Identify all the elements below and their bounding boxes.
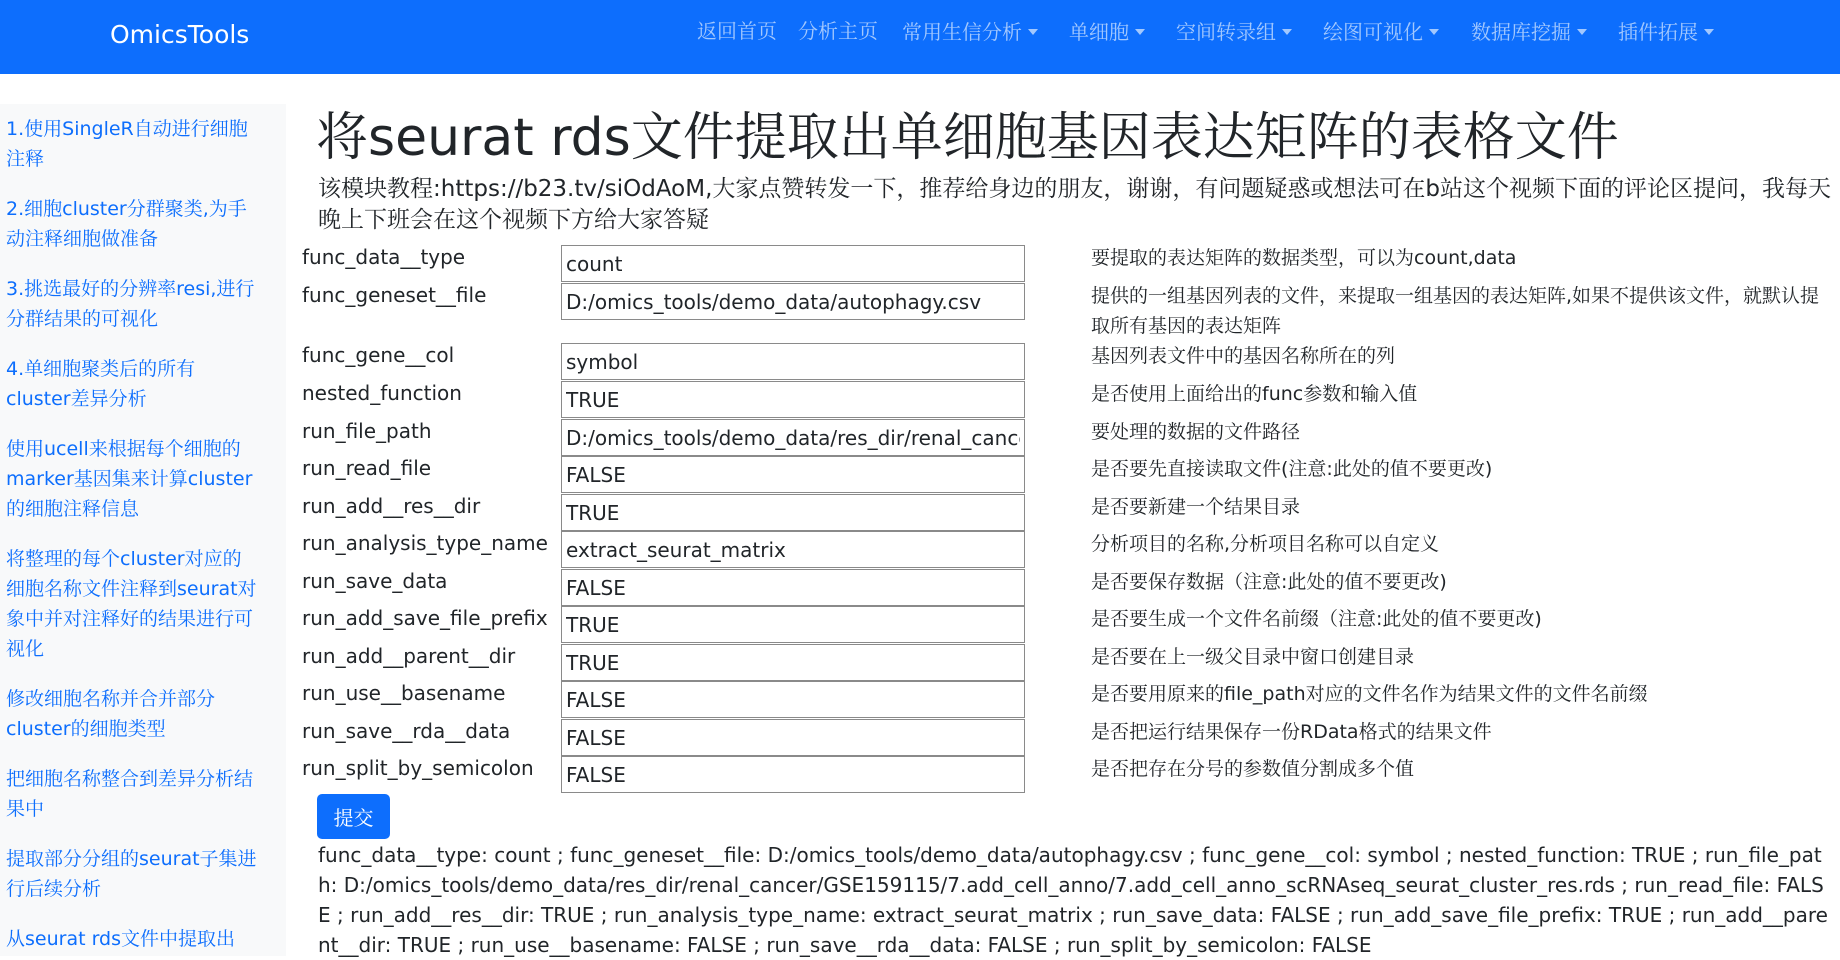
param-label: run_add_save_file_prefix — [302, 606, 548, 630]
nav-singlecell-dropdown[interactable] — [1069, 18, 1145, 46]
param-row — [0, 494, 1840, 531]
param-row — [0, 681, 1840, 718]
sidebar-item-extract-matrix[interactable]: 从seurat rds文件中提取出 — [6, 928, 236, 950]
nav-spatial-label: 空间转录组 — [1176, 20, 1276, 44]
param-label: func_data__type — [302, 245, 466, 269]
sidebar-item-diff-analysis[interactable]: 4.单细胞聚类后的所有cluster差异分析 — [6, 358, 196, 410]
nav-plot-dropdown[interactable] — [1323, 18, 1439, 46]
sidebar-item-merge-names[interactable]: 把细胞名称整合到差异分析结果中 — [6, 768, 254, 820]
param-description: 是否要先直接读取文件(注意:此处的值不要更改) — [1091, 458, 1493, 480]
nav-plugin-label: 插件拓展 — [1618, 20, 1698, 44]
param-label: nested_function — [302, 381, 462, 405]
top-navbar — [0, 0, 1840, 74]
param-row — [0, 381, 1840, 418]
param-label: run_add__res__dir — [302, 494, 481, 518]
param-label: run_split_by_semicolon — [302, 756, 534, 780]
param-description: 是否把运行结果保存一份RData格式的结果文件 — [1091, 721, 1492, 743]
param-input[interactable] — [561, 719, 1025, 756]
param-label: run_add__parent__dir — [302, 644, 516, 668]
nav-home-link[interactable] — [697, 17, 777, 45]
nav-plugin-dropdown[interactable] — [1618, 18, 1714, 46]
nav-spatial-dropdown[interactable] — [1176, 18, 1292, 46]
nav-home-label: 返回首页 — [697, 19, 777, 43]
param-label: run_analysis_type_name — [302, 531, 548, 555]
param-description: 分析项目的名称,分析项目名称可以自定义 — [1091, 533, 1440, 555]
param-input[interactable] — [561, 343, 1025, 380]
param-description: 提供的一组基因列表的文件，来提取一组基因的表达矩阵,如果不提供该文件，就默认提取所有基因的表达矩阵 — [1091, 285, 1820, 337]
param-description: 要提取的表达矩阵的数据类型，可以为count,data — [1091, 247, 1517, 269]
page-title: 将seurat rds文件提取出单细胞基因表达矩阵的表格文件 — [316, 108, 1619, 168]
sidebar-item-ucell[interactable]: 使用ucell来根据每个细胞的marker基因集来计算cluster的细胞注释信息 — [6, 438, 253, 520]
param-input[interactable] — [561, 681, 1025, 718]
param-input[interactable] — [561, 456, 1025, 493]
sidebar-item-singler[interactable]: 1.使用SingleR自动进行细胞注释 — [6, 118, 248, 170]
chevron-down-icon — [1429, 29, 1439, 35]
param-label: run_use__basename — [302, 681, 506, 705]
param-row — [0, 719, 1840, 756]
chevron-down-icon — [1704, 29, 1714, 35]
param-row — [0, 531, 1840, 568]
nav-bioinfo-label: 常用生信分析 — [902, 20, 1022, 44]
param-row — [0, 569, 1840, 606]
nav-database-dropdown[interactable] — [1471, 18, 1587, 46]
param-input[interactable] — [561, 419, 1025, 456]
nav-bioinfo-dropdown[interactable] — [902, 18, 1038, 46]
param-input[interactable] — [561, 569, 1025, 606]
param-description: 是否要在上一级父目录中窗口创建目录 — [1091, 646, 1415, 668]
param-input[interactable] — [561, 494, 1025, 531]
nav-analysis-label: 分析主页 — [798, 19, 878, 43]
sidebar-item-resolution[interactable]: 3.挑选最好的分辨率resi,进行分群结果的可视化 — [6, 278, 255, 330]
param-label: run_save_data — [302, 569, 448, 593]
chevron-down-icon — [1577, 29, 1587, 35]
param-input[interactable] — [561, 606, 1025, 643]
param-description: 是否要保存数据（注意:此处的值不要更改) — [1091, 571, 1447, 593]
brand-logo-text[interactable]: OmicsTools — [110, 20, 250, 49]
chevron-down-icon — [1282, 29, 1292, 35]
param-row — [0, 756, 1840, 793]
chevron-down-icon — [1028, 29, 1038, 35]
submit-button[interactable]: 提交 — [317, 794, 390, 839]
nav-singlecell-label: 单细胞 — [1069, 20, 1129, 44]
param-description: 是否要用原来的file_path对应的文件名作为结果文件的文件名前缀 — [1091, 683, 1648, 705]
sidebar-item-cluster[interactable]: 2.细胞cluster分群聚类,为手动注释细胞做准备 — [6, 198, 247, 250]
param-description: 是否把存在分号的参数值分割成多个值 — [1091, 758, 1415, 780]
param-row — [0, 245, 1840, 282]
param-row — [0, 419, 1840, 456]
param-input[interactable] — [561, 283, 1025, 320]
tutorial-description: 该模块教程:https://b23.tv/siOdAoM,大家点赞转发一下，推荐给身边的朋友，谢谢，有问题疑惑或想法可在b站这个视频下面的评论区提问，我每天晚上下班会在这个视频下方给大家答疑 — [318, 176, 1831, 233]
param-input[interactable] — [561, 756, 1025, 793]
param-input[interactable] — [561, 381, 1025, 418]
param-label: run_read_file — [302, 456, 432, 480]
sidebar-item-annotate[interactable]: 将整理的每个cluster对应的细胞名称文件注释到seurat对象中并对注释好的结果进行可视化 — [6, 548, 257, 660]
param-row — [0, 644, 1840, 681]
param-label: func_geneset__file — [302, 283, 487, 307]
param-row — [0, 283, 1840, 337]
nav-plot-label: 绘图可视化 — [1323, 20, 1423, 44]
sidebar-item-rename[interactable]: 修改细胞名称并合并部分cluster的细胞类型 — [6, 688, 216, 740]
param-description: 是否要生成一个文件名前缀（注意:此处的值不要更改) — [1091, 608, 1542, 630]
sidebar-item-subset[interactable]: 提取部分分组的seurat子集进行后续分析 — [6, 848, 257, 900]
param-description: 是否要新建一个结果目录 — [1091, 496, 1301, 518]
nav-database-label: 数据库挖掘 — [1471, 20, 1571, 44]
param-input[interactable] — [561, 644, 1025, 681]
param-description: 基因列表文件中的基因名称所在的列 — [1091, 345, 1396, 367]
param-row — [0, 456, 1840, 493]
param-input[interactable] — [561, 531, 1025, 568]
param-description: 是否使用上面给出的func参数和输入值 — [1091, 383, 1418, 405]
param-row — [0, 606, 1840, 643]
param-description: 要处理的数据的文件路径 — [1091, 421, 1301, 443]
param-summary: func_data__type: count ; func_geneset__file: D:/omics_tools/demo_data/autophagy.csv ; func_gene__col: symbol ; nested_function: TRUE ; run_file_path: D:/omics_tools/demo_data/res_dir/renal_cancer/GSE159115/7.add_cell_anno/7.add_cell_anno_scRNAseq_seurat_cluster_res.rds ; run_read_file: FALSE ; run_add__res__dir: TRUE ; run_analysis_type_name: extract_seurat_matrix ; run_save_data: FALSE ; run_add_save_file_prefix: TRUE ; run_add__parent__dir: TRUE ; run_use__basename: FALSE ; run_save__rda__data: FALSE ; run_split_by_semicolon: FALSE — [318, 843, 1828, 957]
chevron-down-icon — [1135, 29, 1145, 35]
param-label: func_gene__col — [302, 343, 455, 367]
param-label: run_file_path — [302, 419, 432, 443]
nav-analysis-link[interactable] — [798, 17, 878, 45]
param-input[interactable] — [561, 245, 1025, 282]
param-row — [0, 343, 1840, 380]
param-label: run_save__rda__data — [302, 719, 511, 743]
